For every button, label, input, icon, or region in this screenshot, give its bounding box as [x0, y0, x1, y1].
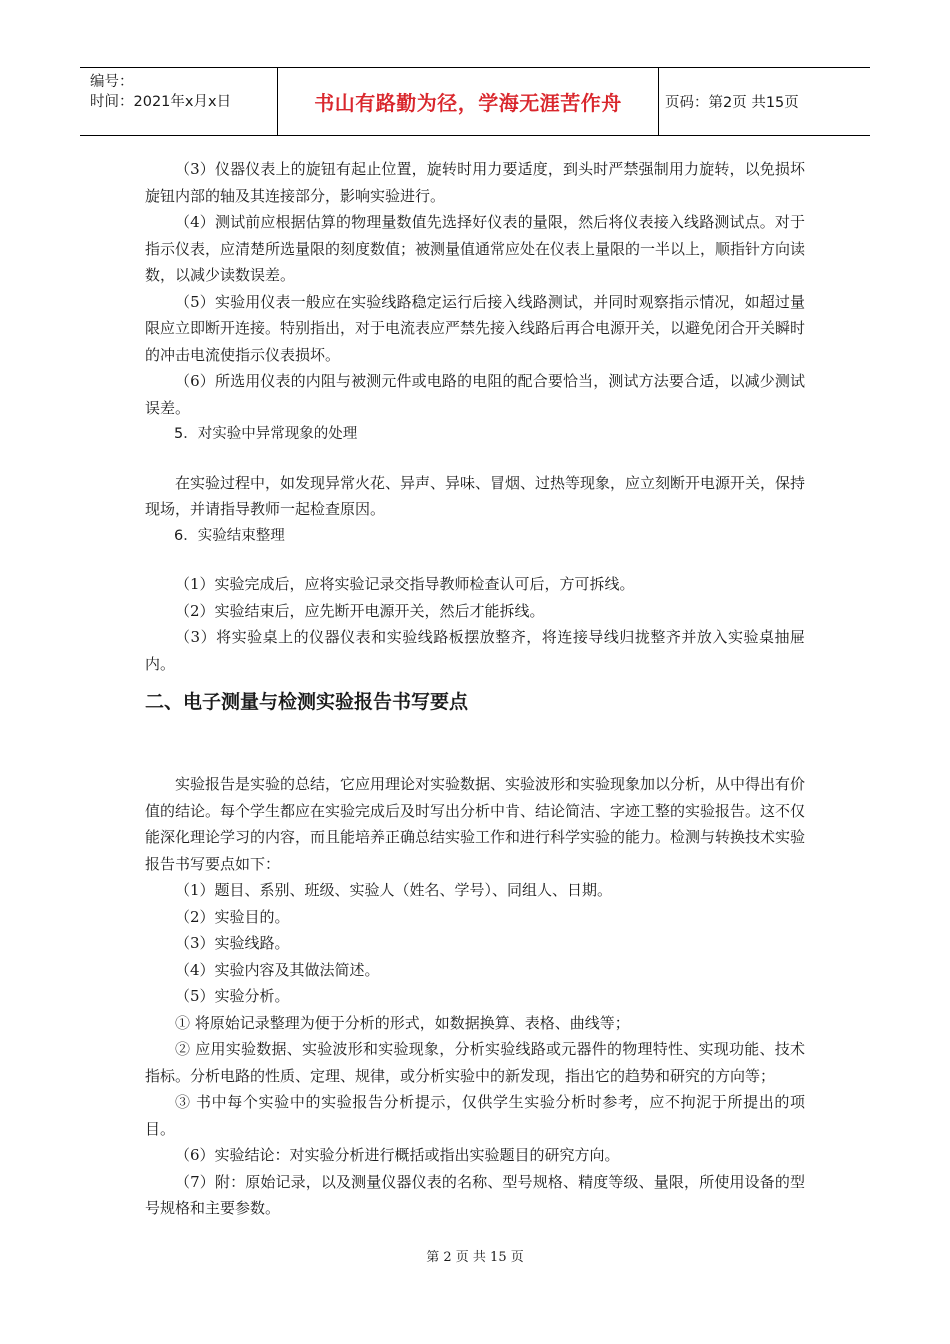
- list-item: （3）将实验桌上的仪器仪表和实验线路板摆放整齐，将连接导线归拢整齐并放入实验桌抽屉内。: [145, 628, 805, 673]
- paragraph: 在实验过程中，如发现异常火花、异声、异味、冒烟、过热等现象，应立刻断开电源开关，保持现场，并请指导教师一起检查原因。: [145, 473, 806, 518]
- list-item: （2）实验结束后，应先断开电源开关，然后才能拆线。: [175, 601, 545, 620]
- page-header: [80, 67, 870, 136]
- list-item: （1）实验完成后，应将实验记录交指导教师检查认可后，方可拆线。: [175, 575, 635, 593]
- section-heading: 二、电子测量与检测实验报告书写要点: [145, 691, 469, 713]
- list-item: ① 将原始记录整理为便于分析的形式，如数据换算、表格、曲线等；: [175, 1013, 630, 1032]
- list-item: （4）实验内容及其做法简述。: [175, 960, 380, 979]
- paragraph: （5）实验用仪表一般应在实验线路稳定运行后接入线路测试，并同时观察指示情况，如超过量限应立即断开连接。特别指出，对于电流表应严禁先接入线路后再合电源开关，以避免闭合开关瞬时的冲击电流使指示仪表损坏。: [145, 292, 806, 364]
- paragraph: （3）仪器仪表上的旋钮有起止位置，旋转时用力要适度，到头时严禁强制用力旋转，以免损坏旋钮内部的轴及其连接部分，影响实验进行。: [145, 160, 805, 205]
- document-body: [145, 156, 805, 1222]
- paragraph: 实验报告是实验的总结，它应用理论对实验数据、实验波形和实验现象加以分析，从中得出有价值的结论。每个学生都应在实验完成后及时写出分析中肯、结论简洁、字迹工整的实验报告。这不仅能深化理论学习的内容，而且能培养正确总结实验工作和进行科学实验的能力。检测与转换技术实验报告书写要点如下：: [145, 775, 806, 873]
- header-page-info: 页码：第2页 共15页: [665, 95, 799, 111]
- paragraph: （4）测试前应根据估算的物理量数值先选择好仪表的量限，然后将仪表接入线路测试点。对于指示仪表，应清楚所选量限的刻度数值；被测量值通常应处在仪表上量限的一半以上，顺指针方向读数，以减少读数误差。: [145, 213, 806, 284]
- section-title-6: 6．实验结束整理: [174, 527, 285, 544]
- list-item: （3）实验线路。: [175, 934, 290, 952]
- header-meta: [80, 68, 278, 135]
- section-title-5: 5．对实验中异常现象的处理: [174, 426, 358, 442]
- list-item: ② 应用实验数据、实验波形和实验现象，分析实验线路或元器件的物理特性、实现功能、技术指标。分析电路的性质、定理、规律，或分析实验中的新发现，指出它的趋势和研究的方向等；: [145, 1040, 805, 1085]
- list-item: （5）实验分析。: [175, 987, 290, 1005]
- list-item: （1）题目、系别、班级、实验人（姓名、学号）、同组人、日期。: [175, 881, 613, 899]
- list-item: （7）附：原始记录，以及测量仪器仪表的名称、型号规格、精度等级、量限，所使用设备的型号规格和主要参数。: [145, 1172, 805, 1217]
- page-footer: 第 2 页 共 15 页: [426, 1250, 524, 1265]
- header-motto: 书山有路勤为径，学海无涯苦作舟: [278, 68, 659, 135]
- paragraph: （6）所选用仪表的内阻与被测元件或电路的电阻的配合要恰当，测试方法要合适，以减少测试误差。: [145, 372, 805, 417]
- list-item: （6）实验结论：对实验分析进行概括或指出实验题目的研究方向。: [175, 1146, 620, 1164]
- list-item: （2）实验目的。: [175, 907, 290, 926]
- time-label: 时间：2021年x月x日: [90, 94, 232, 110]
- list-item: ③ 书中每个实验中的实验报告分析提示，仅供学生实验分析时参考，应不拘泥于所提出的项目。: [145, 1093, 805, 1138]
- number-label: 编号：: [90, 74, 134, 90]
